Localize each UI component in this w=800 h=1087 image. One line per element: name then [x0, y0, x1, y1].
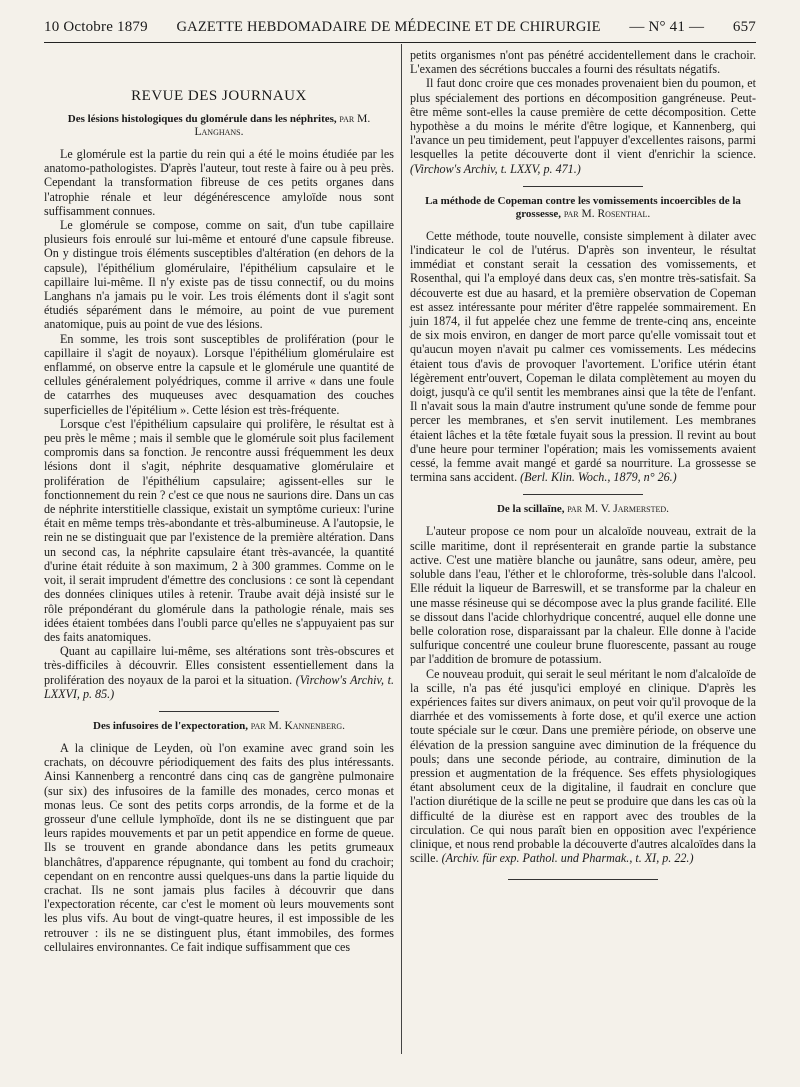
- left-column: [44, 48, 394, 954]
- page-number: 657: [732, 18, 756, 35]
- article-heading-langhans: [44, 113, 394, 139]
- section-title: REVUE DES JOURNAUX: [131, 88, 307, 104]
- article-heading-jarmersted: [410, 503, 756, 516]
- paragraph-text: Ce nouveau produit, qui serait le seul méritant le nom d'alcaloïde de la scille, n'a pas été jusqu'ici employé en clinique. D'après les expériences faites sur divers animaux, on peut voir qu'il provoque de la diarrhée et des vomissements à forte dose, et qu'il exerce une action toute spéciale sur le cœur. Dans une première période, on observe une élévation de la pression sanguine avec diminution de la fréquence du pouls; dans une seconde période, au contraire, diminution de la pression et augmentation de la fréquence. Ses effets physiologiques étant absolument ceux de la digitaline, il faudrait en conclure que l'action diurétique de la scille ne peut se produire que dans les cas où la difficulté de la diurèse est en rapport avec des troubles de la circulation. Ce qui nous paraît bien en opposition avec l'expérience clinique, et nous rend probable la découverte d'autres alcaloïdes dans la scille.: [410, 666, 756, 866]
- citation: (Virchow's Archiv, t. LXXV, p. 471.): [410, 161, 581, 176]
- right-column: [410, 48, 756, 880]
- column-separator: [401, 44, 402, 1054]
- citation: (Berl. Klin. Woch., 1879, n° 26.): [520, 470, 677, 485]
- article-heading-rosenthal: [410, 195, 756, 221]
- paragraph: Le glomérule se compose, comme on sait, d'un tube capillaire plusieurs fois enroulé sur lui-même et entouré d'une capsule fibreuse. On y distingue trois éléments susceptibles d'altération (en dehors de la capsule), l'épithélium glomérulaire, l'épithélium capsulaire et le capillaire lui-même. Il n'y existe pas de tissu connectif, ou du moins Langhans n'a jamais pu le voir. Les trois éléments dont il s'agit sont étudiés séparément dans le mémoire, au point de vue purement anatomique, puis au point de vue des lésions.: [44, 218, 394, 332]
- paragraph: petits organismes n'ont pas pénétré accidentellement dans le crachoir. L'examen des sécrétions buccales a fourni des résultats négatifs.: [410, 48, 756, 77]
- paragraph-text: Quant au capillaire lui-même, ses altérations sont très-obscures et très-difficiles à découvrir. Elles consistent essentiellement dans la prolifération des noyaux de la paroi et la situation.: [44, 644, 394, 687]
- header-date: 10 Octobre 1879: [44, 18, 148, 35]
- article-title: Des infusoires de l'expectoration,: [93, 719, 249, 732]
- paragraph-text: Il faut donc croire que ces monades provenaient bien du poumon, et plus spécialement des portions en décomposition gangréneuse. Peut-être même sont-elles la cause première de cette décomposition. Cette hypothèse a du moins le mérite d'être logique, et Kannenberg, qui l'avance un peu timidement, peut l'appuyer d'excellentes raisons, parmi lesquelles la petite découverte dont il vient d'enrichir la science.: [410, 76, 756, 162]
- article-title: Des lésions histologiques du glomérule dans les néphrites,: [67, 113, 337, 125]
- issue-number: — N° 41 —: [629, 18, 705, 35]
- article-heading-kannenberg: [44, 720, 394, 733]
- paragraph: [410, 229, 756, 485]
- journal-title: GAZETTE HEBDOMADAIRE DE MÉDECINE ET DE CHIRURGIE: [176, 18, 601, 35]
- paragraph: Le glomérule est la partie du rein qui a été le moins étudiée par les anatomo-pathologistes. D'après l'auteur, tout reste à faire ou à peu près. Cependant la transformation fibreuse de ces petits organes dans l'atrophie rénale et leur dégénérescence amyloïde nous sont suffisamment connues.: [44, 147, 394, 218]
- paragraph: En somme, les trois sont susceptibles de prolifération (pour le capillaire il s'agit de noyaux). Lorsque l'épithélium glomérulaire est enflammé, on observe entre la capsule et le glomérule une quantité de cellules généralement polyédriques, comme il arrive « dans une foule de catarrhes des muqueuses avec desquamation des couches superficielles de l'épitélium ». Cette lésion est très-fréquente.: [44, 331, 394, 417]
- article-title: De la scillaïne,: [496, 503, 565, 516]
- end-rule: [508, 879, 658, 880]
- citation: (Archiv. für exp. Pathol. und Pharmak., t. XI, p. 22.): [441, 851, 694, 866]
- page-header: [44, 14, 756, 40]
- article-separator: [159, 711, 279, 712]
- article-separator: [523, 186, 643, 187]
- article-byline: par M. V. Jarmersted.: [567, 503, 670, 516]
- paragraph: L'auteur propose ce nom pour un alcaloïde nouveau, extrait de la scille maritime, dont il représenterait en grande partie la substance active. C'est une matière blanche ou jaunâtre, sans odeur, amère, peu soluble dans l'eau, l'éther et le chloroforme, très-soluble dans l'alcool. Elle réduit la liqueur de Barreswill, et se transforme par la chaleur en une masse résineuse qui se décompose avec la plus grande facilité. Elle se dissout dans l'acide chlorhydrique concentré, auquel elle donne une belle coloration rose, disparaissant par la chaleur. Elle donne à l'acide sulfurique concentré une couleur brune fluorescente, passant au rouge par l'addition de bromure de potassium.: [410, 524, 756, 667]
- paragraph: [44, 644, 394, 701]
- citation: (Virchow's Archiv, t. LXXVI, p. 85.): [44, 672, 394, 701]
- header-rule: [44, 42, 756, 43]
- article-separator: [523, 494, 643, 495]
- paragraph: Lorsque c'est l'épithélium capsulaire qui prolifère, le résultat est à peu près le même ; mais il semble que le glomérule soit plus facilement compromis dans sa fonction. Je rencontre aussi fréquemment les deux lésions dont il s'agit, néphrite desquamative glomérulaire et prolifération de l'épithélium capsulaire; agissent-elles sur le fonctionnement du rein ? c'est ce que nous ne saurions dire. Dans un cas de néphrite interstitielle classique, existait un symptôme curieux: l'urine était en même temps très-abondante et très-albumineuse. A l'autopsie, le rein ne se distinguait que par l'existence de la première altération. Dans un second cas, la néphrite capsulaire étant très-avancée, la quantité d'urine était réduite à son maximum, 2 à 300 grammes. Comme on le voit, il serait imprudent d'émettre des conclusions : ce sont là cependant des données cliniques utiles à retenir. Traube avait déjà insisté sur le rôle prépondérant du glomérule dans la pathologie rénale, mais ses idées étaient tombées dans l'oubli parce qu'elles ne s'appuyaient pas sur des faits anatomiques.: [44, 416, 394, 644]
- article-title: La méthode de Copeman contre les vomissements incoercibles de la grossesse,: [425, 194, 741, 220]
- article-byline: par M. Langhans.: [194, 113, 371, 138]
- paragraph: A la clinique de Leyden, où l'on examine avec grand soin les crachats, on découvre périodiquement des faits des plus intéressants. Ainsi Kannenberg a rencontré dans cinq cas de gangrène pulmonaire (sur six) des infusoires de la famille des monades, cerco monas et monas leus. Ce sont des petits corps arrondis, de la forme et de la grosseur d'une cellule lymphoïde, dont ils ne se distinguent que par leurs rapides mouvements et par un petit appendice en forme de queue. Ils se trouvent en grande abondance dans les petits grumeaux blanchâtres, d'apparence répugnante, qui tombent au fond du crachoir; cependant on en rencontre aussi quelques-uns dans la partie liquide du crachat. Ils ne sont jamais plus faciles à découvrir que dans l'expectoration récente, car c'est le moment où leurs mouvements sont les plus vifs. Au bout de vingt-quatre heures, il est impossible de les retrouver : ils ne se distinguent plus, étant immobiles, des formes cellulaires environnantes. Ce fait indique suffisamment que ces: [44, 740, 394, 954]
- paragraph-text: Cette méthode, toute nouvelle, consiste simplement à dilater avec l'indicateur le col de l'utérus. D'après son inventeur, le résultat immédiat et constant serait la cessation des vomissements, et Rosenthal, qui l'a employé dans deux cas, s'en montre très-satisfait. Sa découverte est due au hasard, et la première observation de Copeman est assez intéressante pour mériter d'être rappelée sommairement. En juin 1874, il fut appelée chez une femme de trente-cinq ans, enceinte de six mois environ, en danger de mort parce qu'elle vomissait tout et qu'aucun moyen n'avait pu calmer ces vomissements. Les médecins étaient tous d'avis de provoquer l'avortement. L'orifice utérin étant légèrement entr'ouvert, Copeman le dilata complètement au moyen du doigt, jusqu'à ce qu'il sentit les membranes ainsi que la tête de l'enfant. Il n'avait sous la main d'autre instrument qu'une sonde de femme pour percer les membranes, et s'en servit inutilement. Les membranes étaient lâches et la tête fœtale fuyait sous la pression. Il revint au bout d'une heure pour terminer l'opération; mais les vomissements avaient cessé, la femme avait mangé et gardé sa nourriture. La grossesse se termina sans accident.: [410, 228, 756, 485]
- paragraph: [410, 76, 756, 175]
- paragraph: [410, 667, 756, 866]
- article-byline: par M. Kannenberg.: [250, 719, 345, 732]
- article-byline: par M. Rosenthal.: [563, 207, 651, 220]
